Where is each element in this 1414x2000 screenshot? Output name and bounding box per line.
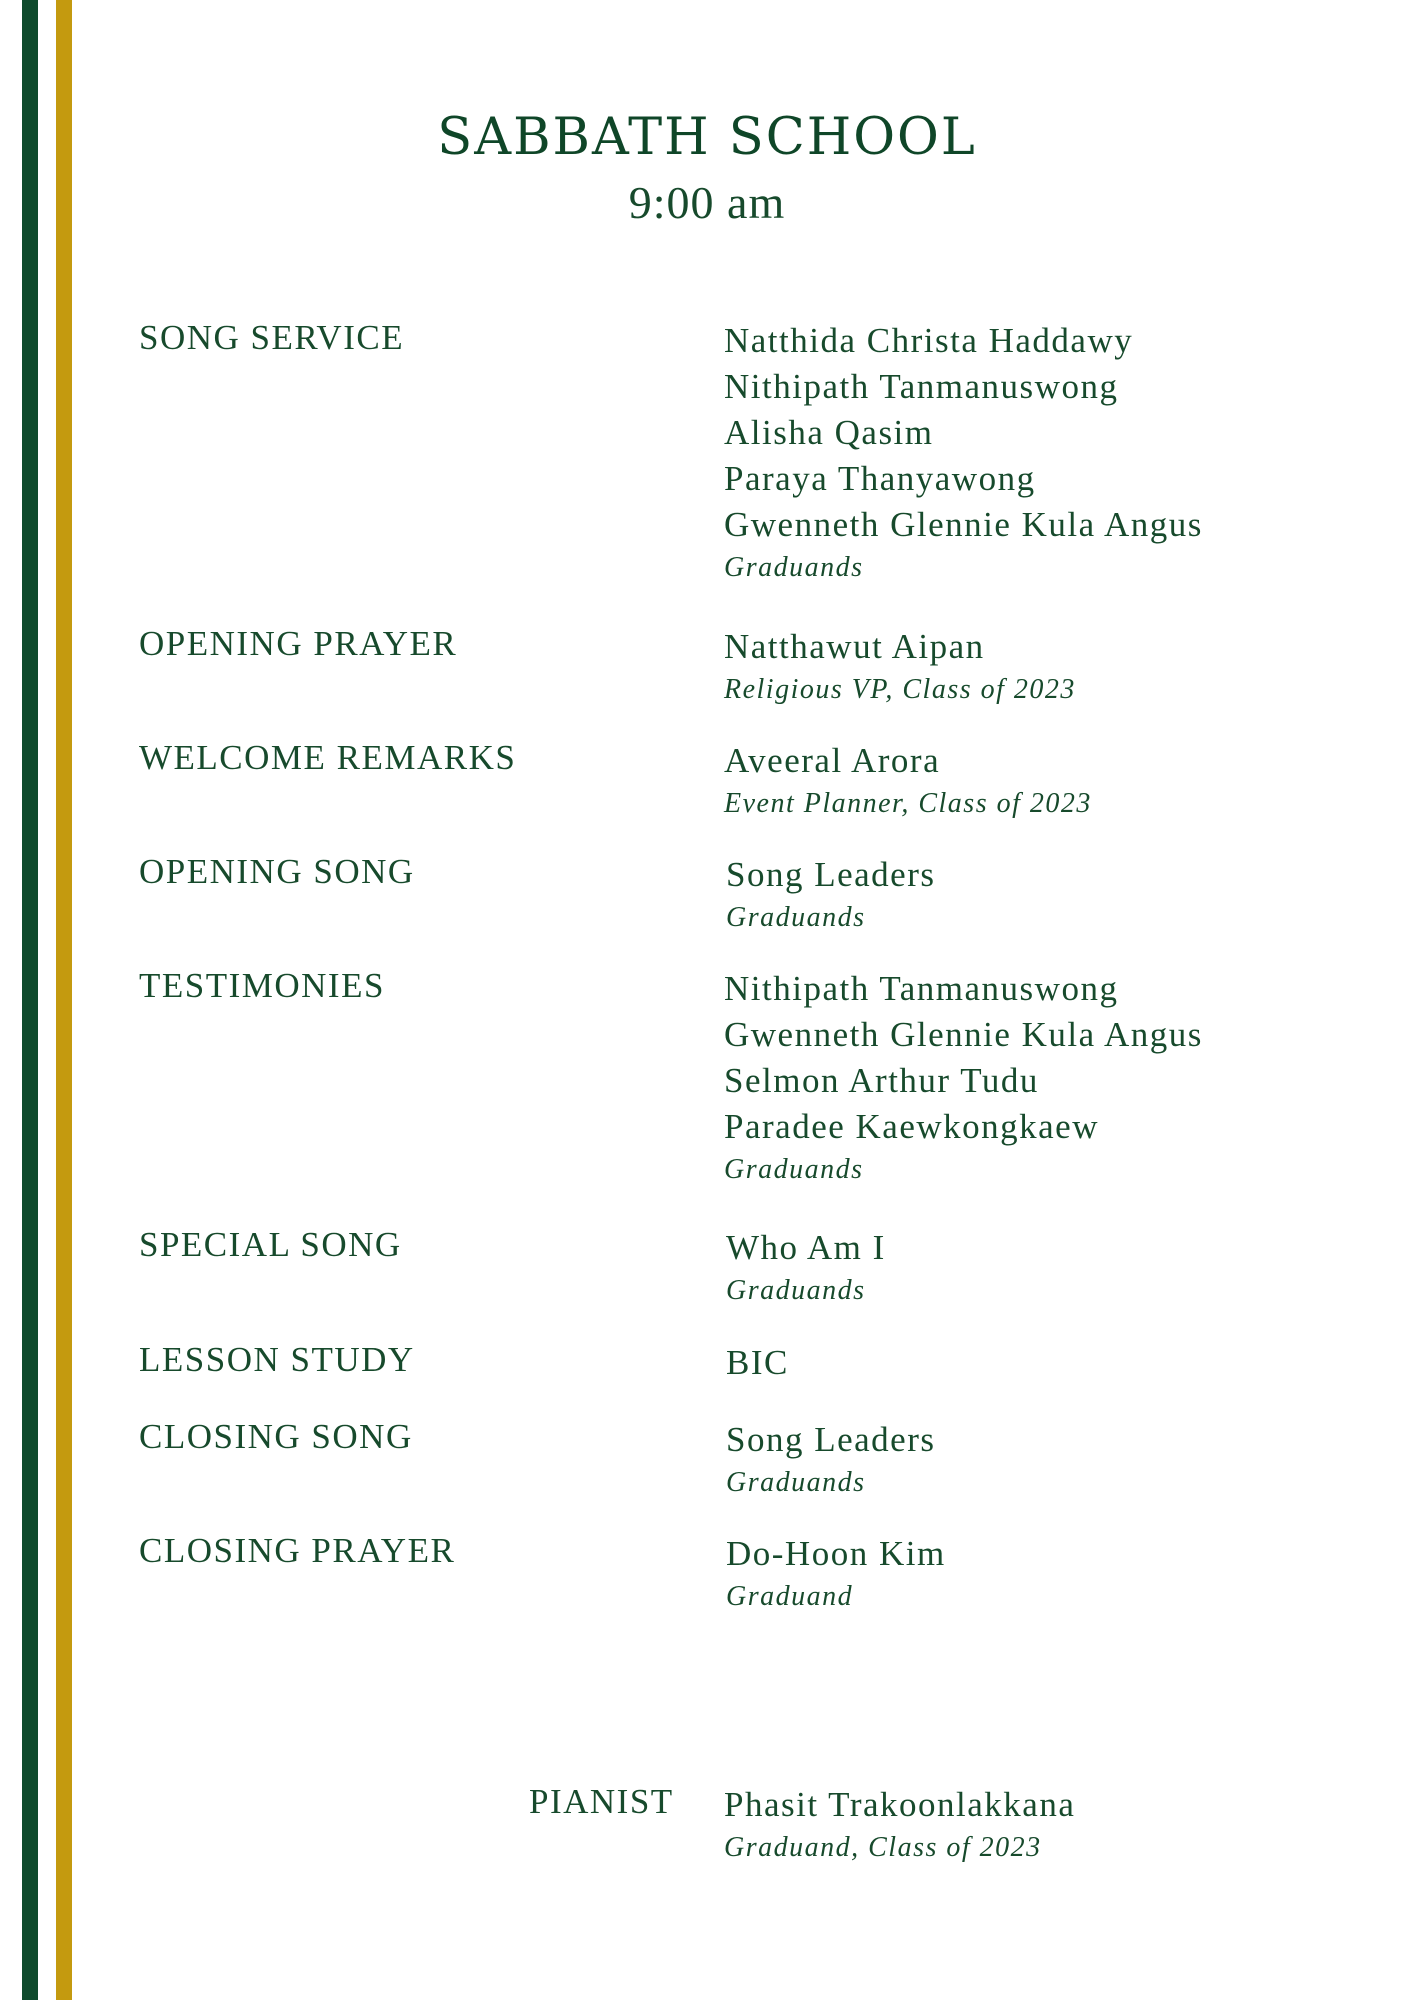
participant-note: Graduands: [724, 552, 864, 583]
participant-name: Natthawut Aipan: [724, 627, 985, 666]
participant-name: Paraya Thanyawong: [724, 459, 1036, 498]
program-participants: [724, 318, 1203, 586]
participant-name: Nithipath Tanmanuswong: [724, 367, 1119, 406]
participant-name: Aveeral Arora: [724, 741, 941, 780]
participant-note: Graduands: [726, 902, 866, 933]
program-participants: [726, 1417, 935, 1501]
program-participants: [724, 624, 1076, 708]
program-role: CLOSING PRAYER: [139, 1531, 456, 1570]
program-participants: [726, 852, 935, 936]
program-role: OPENING SONG: [139, 852, 415, 891]
pianist-role: PIANIST: [529, 1782, 674, 1821]
program-role: OPENING PRAYER: [139, 624, 458, 663]
program-role: CLOSING SONG: [139, 1417, 413, 1456]
participant-name: Do-Hoon Kim: [726, 1534, 946, 1573]
participant-note: Graduands: [726, 1275, 866, 1306]
participant-note: Graduands: [724, 1154, 864, 1185]
program-participants: [726, 1225, 886, 1309]
participant-name: Gwenneth Glennie Kula Angus: [724, 1015, 1203, 1054]
program-role: LESSON STUDY: [139, 1340, 415, 1379]
participant-name: BIC: [726, 1343, 789, 1382]
participant-name: Selmon Arthur Tudu: [724, 1061, 1039, 1100]
program-role: WELCOME REMARKS: [139, 738, 517, 777]
program-role: SONG SERVICE: [139, 318, 405, 357]
start-time: 9:00 am: [628, 177, 786, 228]
border-stripe-gold: [56, 0, 72, 2000]
participant-name: Natthida Christa Haddawy: [724, 321, 1134, 360]
border-stripe-green: [22, 0, 38, 2000]
program-participants: [724, 966, 1203, 1188]
participant-note: Religious VP, Class of 2023: [724, 674, 1076, 705]
page-title: SABBATH SCHOOL: [437, 108, 977, 167]
program-participants: [724, 738, 1092, 822]
participant-name: Song Leaders: [726, 1420, 936, 1459]
pianist-name: Phasit Trakoonlakkana: [724, 1785, 1076, 1824]
program-participants: [726, 1531, 946, 1615]
program-role: TESTIMONIES: [139, 966, 385, 1005]
participant-name: Who Am I: [726, 1228, 886, 1267]
program-role: SPECIAL SONG: [139, 1225, 402, 1264]
participant-note: Graduands: [726, 1467, 866, 1498]
participant-name: Gwenneth Glennie Kula Angus: [724, 505, 1203, 544]
participant-note: Graduand: [726, 1581, 854, 1612]
participant-name: Alisha Qasim: [724, 413, 934, 452]
participant-name: Paradee Kaewkongkaew: [724, 1107, 1099, 1146]
participant-name: Nithipath Tanmanuswong: [724, 969, 1119, 1008]
participant-note: Event Planner, Class of 2023: [724, 788, 1092, 819]
pianist-participant: [724, 1782, 1075, 1866]
pianist-note: Graduand, Class of 2023: [724, 1832, 1042, 1863]
participant-name: Song Leaders: [726, 855, 936, 894]
program-participants: [726, 1340, 789, 1386]
